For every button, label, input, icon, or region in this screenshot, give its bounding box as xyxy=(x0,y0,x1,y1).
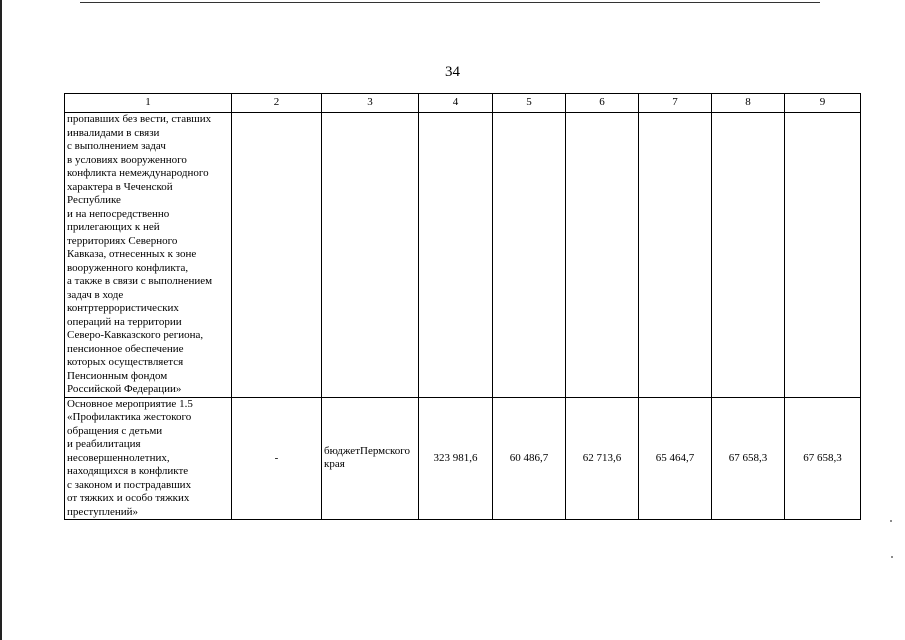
description-line: прилегающих к ней xyxy=(67,221,160,233)
table-row xyxy=(65,113,861,398)
description-line: Республике xyxy=(67,194,121,206)
row-funding-source xyxy=(322,397,419,520)
row-value-year-2: 62 713,6 xyxy=(566,397,639,520)
row-value-year-3 xyxy=(639,113,712,398)
scan-speck xyxy=(890,520,892,522)
header-cell-3: 3 xyxy=(322,94,419,113)
row-value-year-5: 67 658,3 xyxy=(785,397,861,520)
description-line: несовершеннолетних, xyxy=(67,451,170,464)
description-line: Основное мероприятие 1.5 xyxy=(67,397,193,410)
header-row xyxy=(65,94,861,113)
funding-source-line: бюджет xyxy=(324,444,360,457)
description-line: находящихся в конфликте xyxy=(67,465,189,477)
description-line: и на непосредственно xyxy=(67,207,170,220)
description-line: «Профилактика жестокого xyxy=(67,411,192,423)
description-line: контртеррористических xyxy=(67,302,179,314)
header-cell-6: 6 xyxy=(566,94,639,113)
description-line: вооруженного конфликта, xyxy=(67,261,189,274)
row-funding-source xyxy=(322,113,419,398)
description-line: Кавказа, отнесенных к зоне xyxy=(67,248,197,260)
description-line: обращения с детьми xyxy=(67,424,163,437)
description-line: Северо-Кавказского региона, xyxy=(67,329,204,341)
header-cell-8: 8 xyxy=(712,94,785,113)
scan-speck xyxy=(891,556,893,558)
description-line: конфликта немеждународного xyxy=(67,167,209,179)
description-line: инвалидами в связи xyxy=(67,126,160,139)
description-line: территориях Северного xyxy=(67,234,178,247)
description-line: и реабилитация xyxy=(67,438,141,450)
row-value-year-4 xyxy=(712,113,785,398)
row-value-total xyxy=(419,113,493,398)
row-value-year-1: 60 486,7 xyxy=(493,397,566,520)
page-number: 34 xyxy=(445,64,460,80)
scan-edge-top xyxy=(80,2,820,3)
header-cell-2: 2 xyxy=(232,94,322,113)
table-row xyxy=(65,397,861,520)
description-line: характера в Чеченской xyxy=(67,180,173,193)
row-value-year-5 xyxy=(785,113,861,398)
row-description xyxy=(65,397,232,520)
row-value-total: 323 981,6 xyxy=(419,397,493,520)
description-line: операций на территории xyxy=(67,315,182,328)
header-cell-9: 9 xyxy=(785,94,861,113)
row-value-year-3: 65 464,7 xyxy=(639,397,712,520)
description-line: пенсионное обеспечение xyxy=(67,342,184,355)
row-col2 xyxy=(232,113,322,398)
header-cell-7: 7 xyxy=(639,94,712,113)
row-value-year-4: 67 658,3 xyxy=(712,397,785,520)
description-line: задач в ходе xyxy=(67,288,124,301)
header-cell-5: 5 xyxy=(493,94,566,113)
description-line: а также в связи с выполнением xyxy=(67,275,213,287)
header-cell-1: 1 xyxy=(65,94,232,113)
row-col2: - xyxy=(232,397,322,520)
funding-source-line: Пермского края xyxy=(324,444,411,471)
description-line: которых осуществляется xyxy=(67,356,184,368)
scan-edge-left xyxy=(0,0,2,640)
row-value-year-2 xyxy=(566,113,639,398)
description-line: Пенсионным фондом xyxy=(67,369,168,382)
description-line: Российской Федерации» xyxy=(67,383,182,395)
description-line: пропавших без вести, ставших xyxy=(67,113,212,125)
description-line: от тяжких и особо тяжких xyxy=(67,492,190,504)
row-value-year-1 xyxy=(493,113,566,398)
row-description xyxy=(65,113,232,398)
description-line: преступлений» xyxy=(67,505,139,518)
description-line: с законом и пострадавших xyxy=(67,478,192,491)
description-line: в условиях вооруженного xyxy=(67,153,187,166)
description-line: с выполнением задач xyxy=(67,140,166,152)
header-cell-4: 4 xyxy=(419,94,493,113)
budget-table xyxy=(64,93,861,520)
